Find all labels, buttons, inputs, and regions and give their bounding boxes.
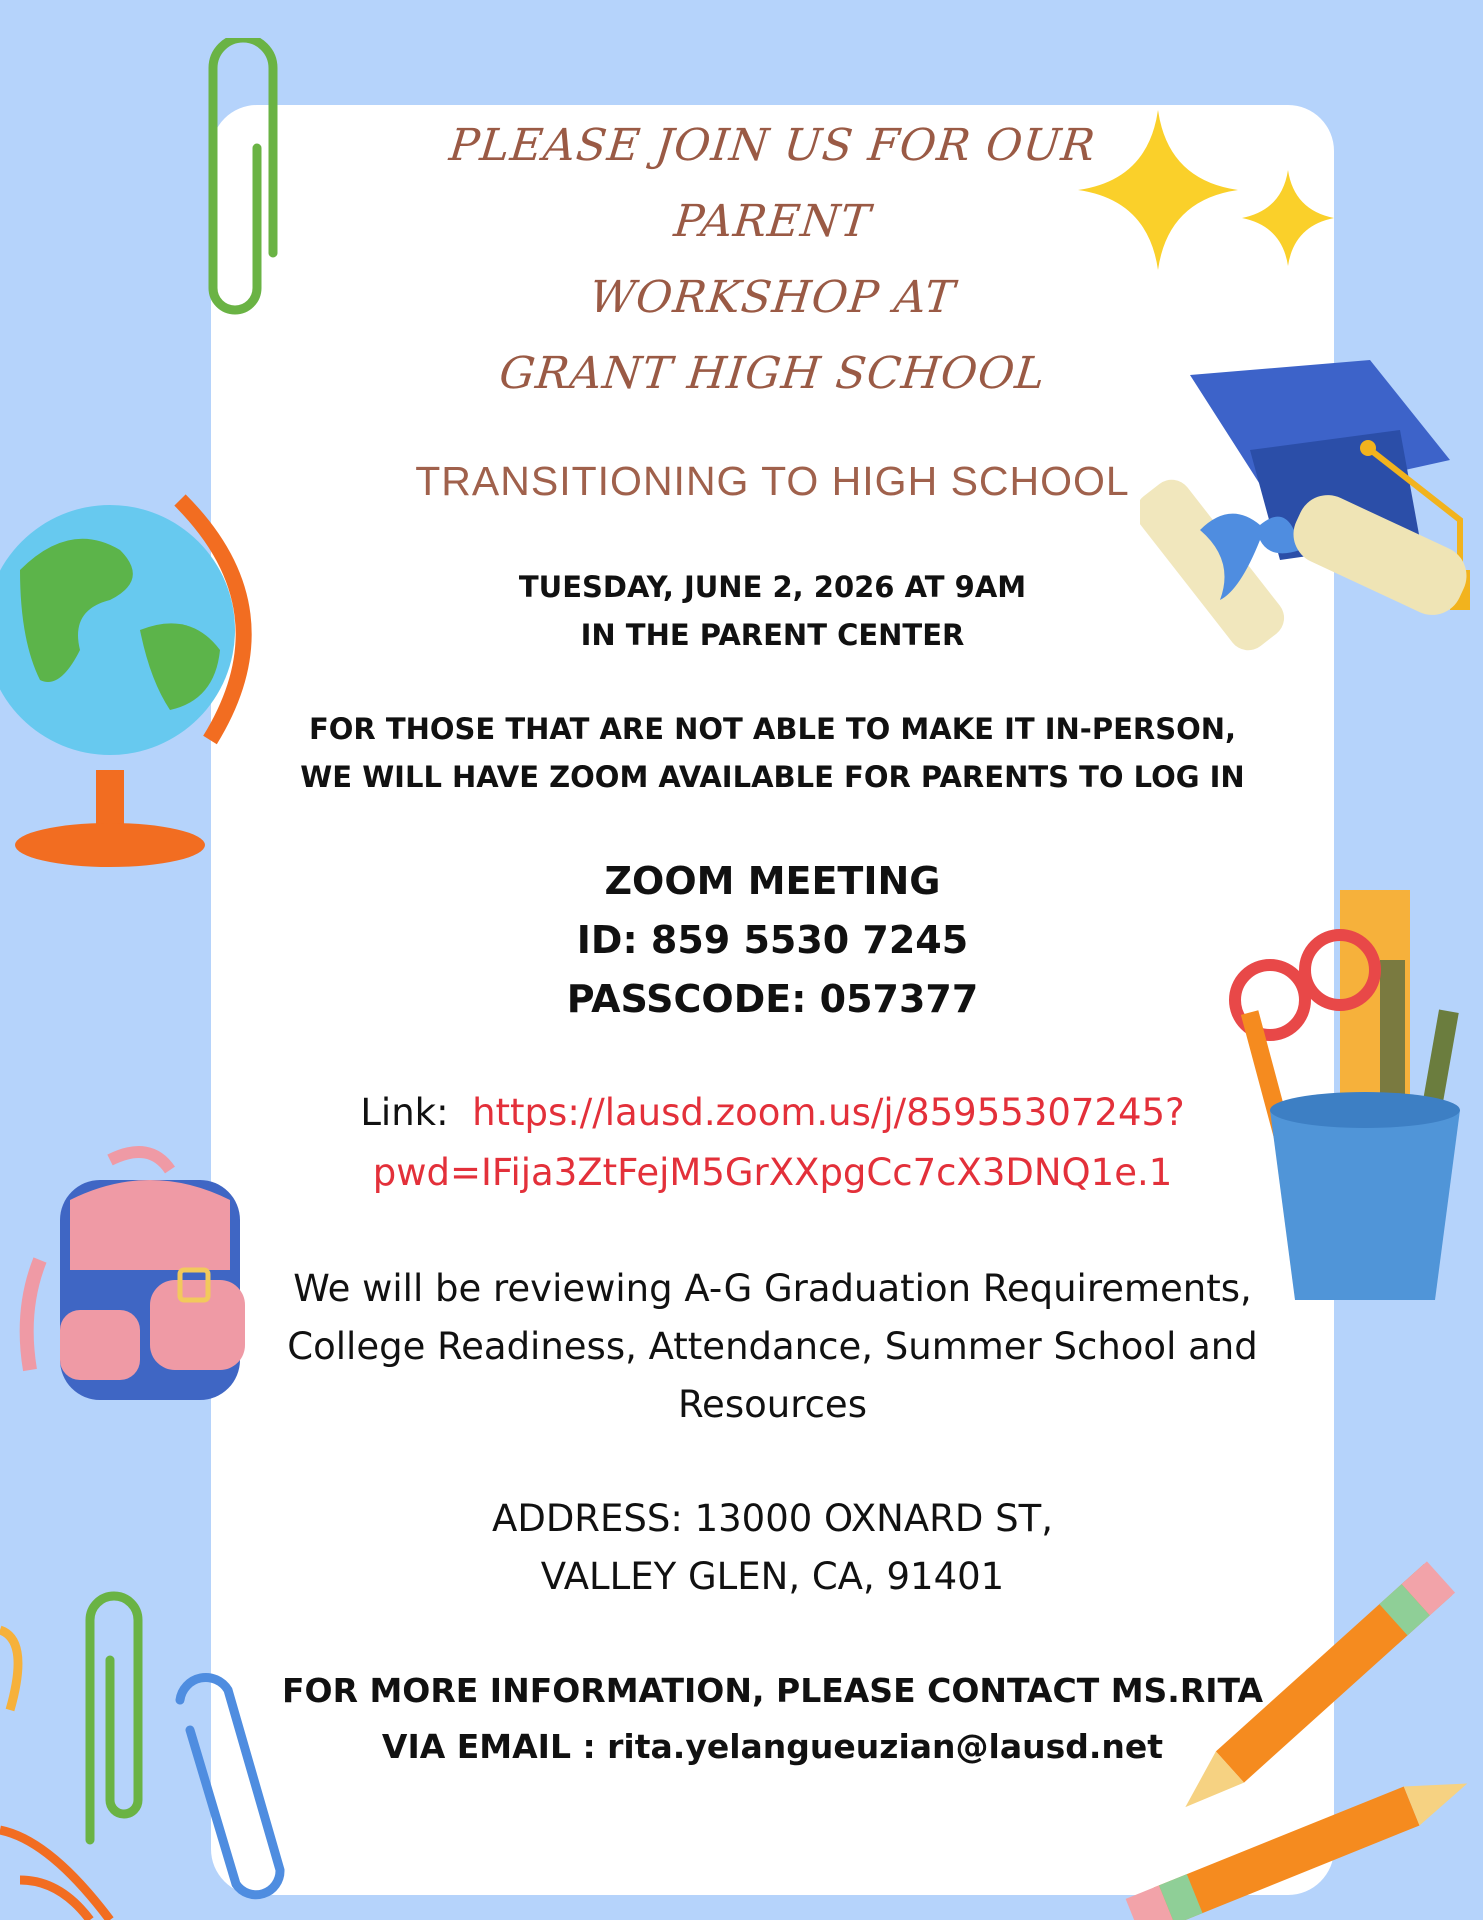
headline-line-4: GRANT HIGH SCHOOL <box>497 348 1049 399</box>
headline-line-3: WORKSHOP AT <box>587 272 958 323</box>
headline-line-2: PARENT <box>671 196 874 247</box>
globe-icon <box>0 490 270 880</box>
zoom-link-block <box>211 1083 1334 1203</box>
address-line-1: ADDRESS: 13000 OXNARD ST, <box>492 1497 1053 1540</box>
zoom-title: ZOOM MEETING <box>604 859 941 903</box>
subtitle: TRANSITIONING TO HIGH SCHOOL <box>415 458 1130 504</box>
remote-note-line-1: FOR THOSE THAT ARE NOT ABLE TO MAKE IT IN-PERSON, <box>308 712 1237 746</box>
zoom-details <box>211 852 1334 1029</box>
zoom-id: ID: 859 5530 7245 <box>576 918 969 962</box>
address <box>211 1490 1334 1606</box>
remote-note-line-2: WE WILL HAVE ZOOM AVAILABLE FOR PARENTS TO LOG IN <box>300 760 1245 794</box>
topics <box>240 1260 1305 1434</box>
zoom-link-line-2[interactable]: pwd=IFija3ZtFejM5GrXXpgCc7cX3DNQ1e.1 <box>372 1151 1173 1194</box>
topics-line-1: We will be reviewing A-G Graduation Requirements, <box>293 1267 1252 1310</box>
remote-note <box>211 705 1334 801</box>
event-location: IN THE PARENT CENTER <box>580 618 965 652</box>
topics-line-3: Resources <box>678 1383 867 1426</box>
link-label: Link: <box>360 1091 449 1134</box>
address-line-2: VALLEY GLEN, CA, 91401 <box>540 1555 1005 1598</box>
topics-line-2: College Readiness, Attendance, Summer School and <box>287 1325 1258 1368</box>
contact-email[interactable]: VIA EMAIL : rita.yelangueuzian@lausd.net <box>381 1727 1164 1766</box>
headline <box>211 108 1334 412</box>
headline-line-1: PLEASE JOIN US FOR OUR <box>446 120 1099 171</box>
contact <box>240 1663 1305 1775</box>
zoom-link-line-1[interactable]: https://lausd.zoom.us/j/85955307245? <box>472 1091 1185 1134</box>
event-date-block <box>211 563 1334 659</box>
contact-line-1: FOR MORE INFORMATION, PLEASE CONTACT MS.RITA <box>281 1671 1264 1710</box>
zoom-passcode: PASSCODE: 057377 <box>566 977 979 1021</box>
event-date: TUESDAY, JUNE 2, 2026 AT 9AM <box>518 570 1027 604</box>
